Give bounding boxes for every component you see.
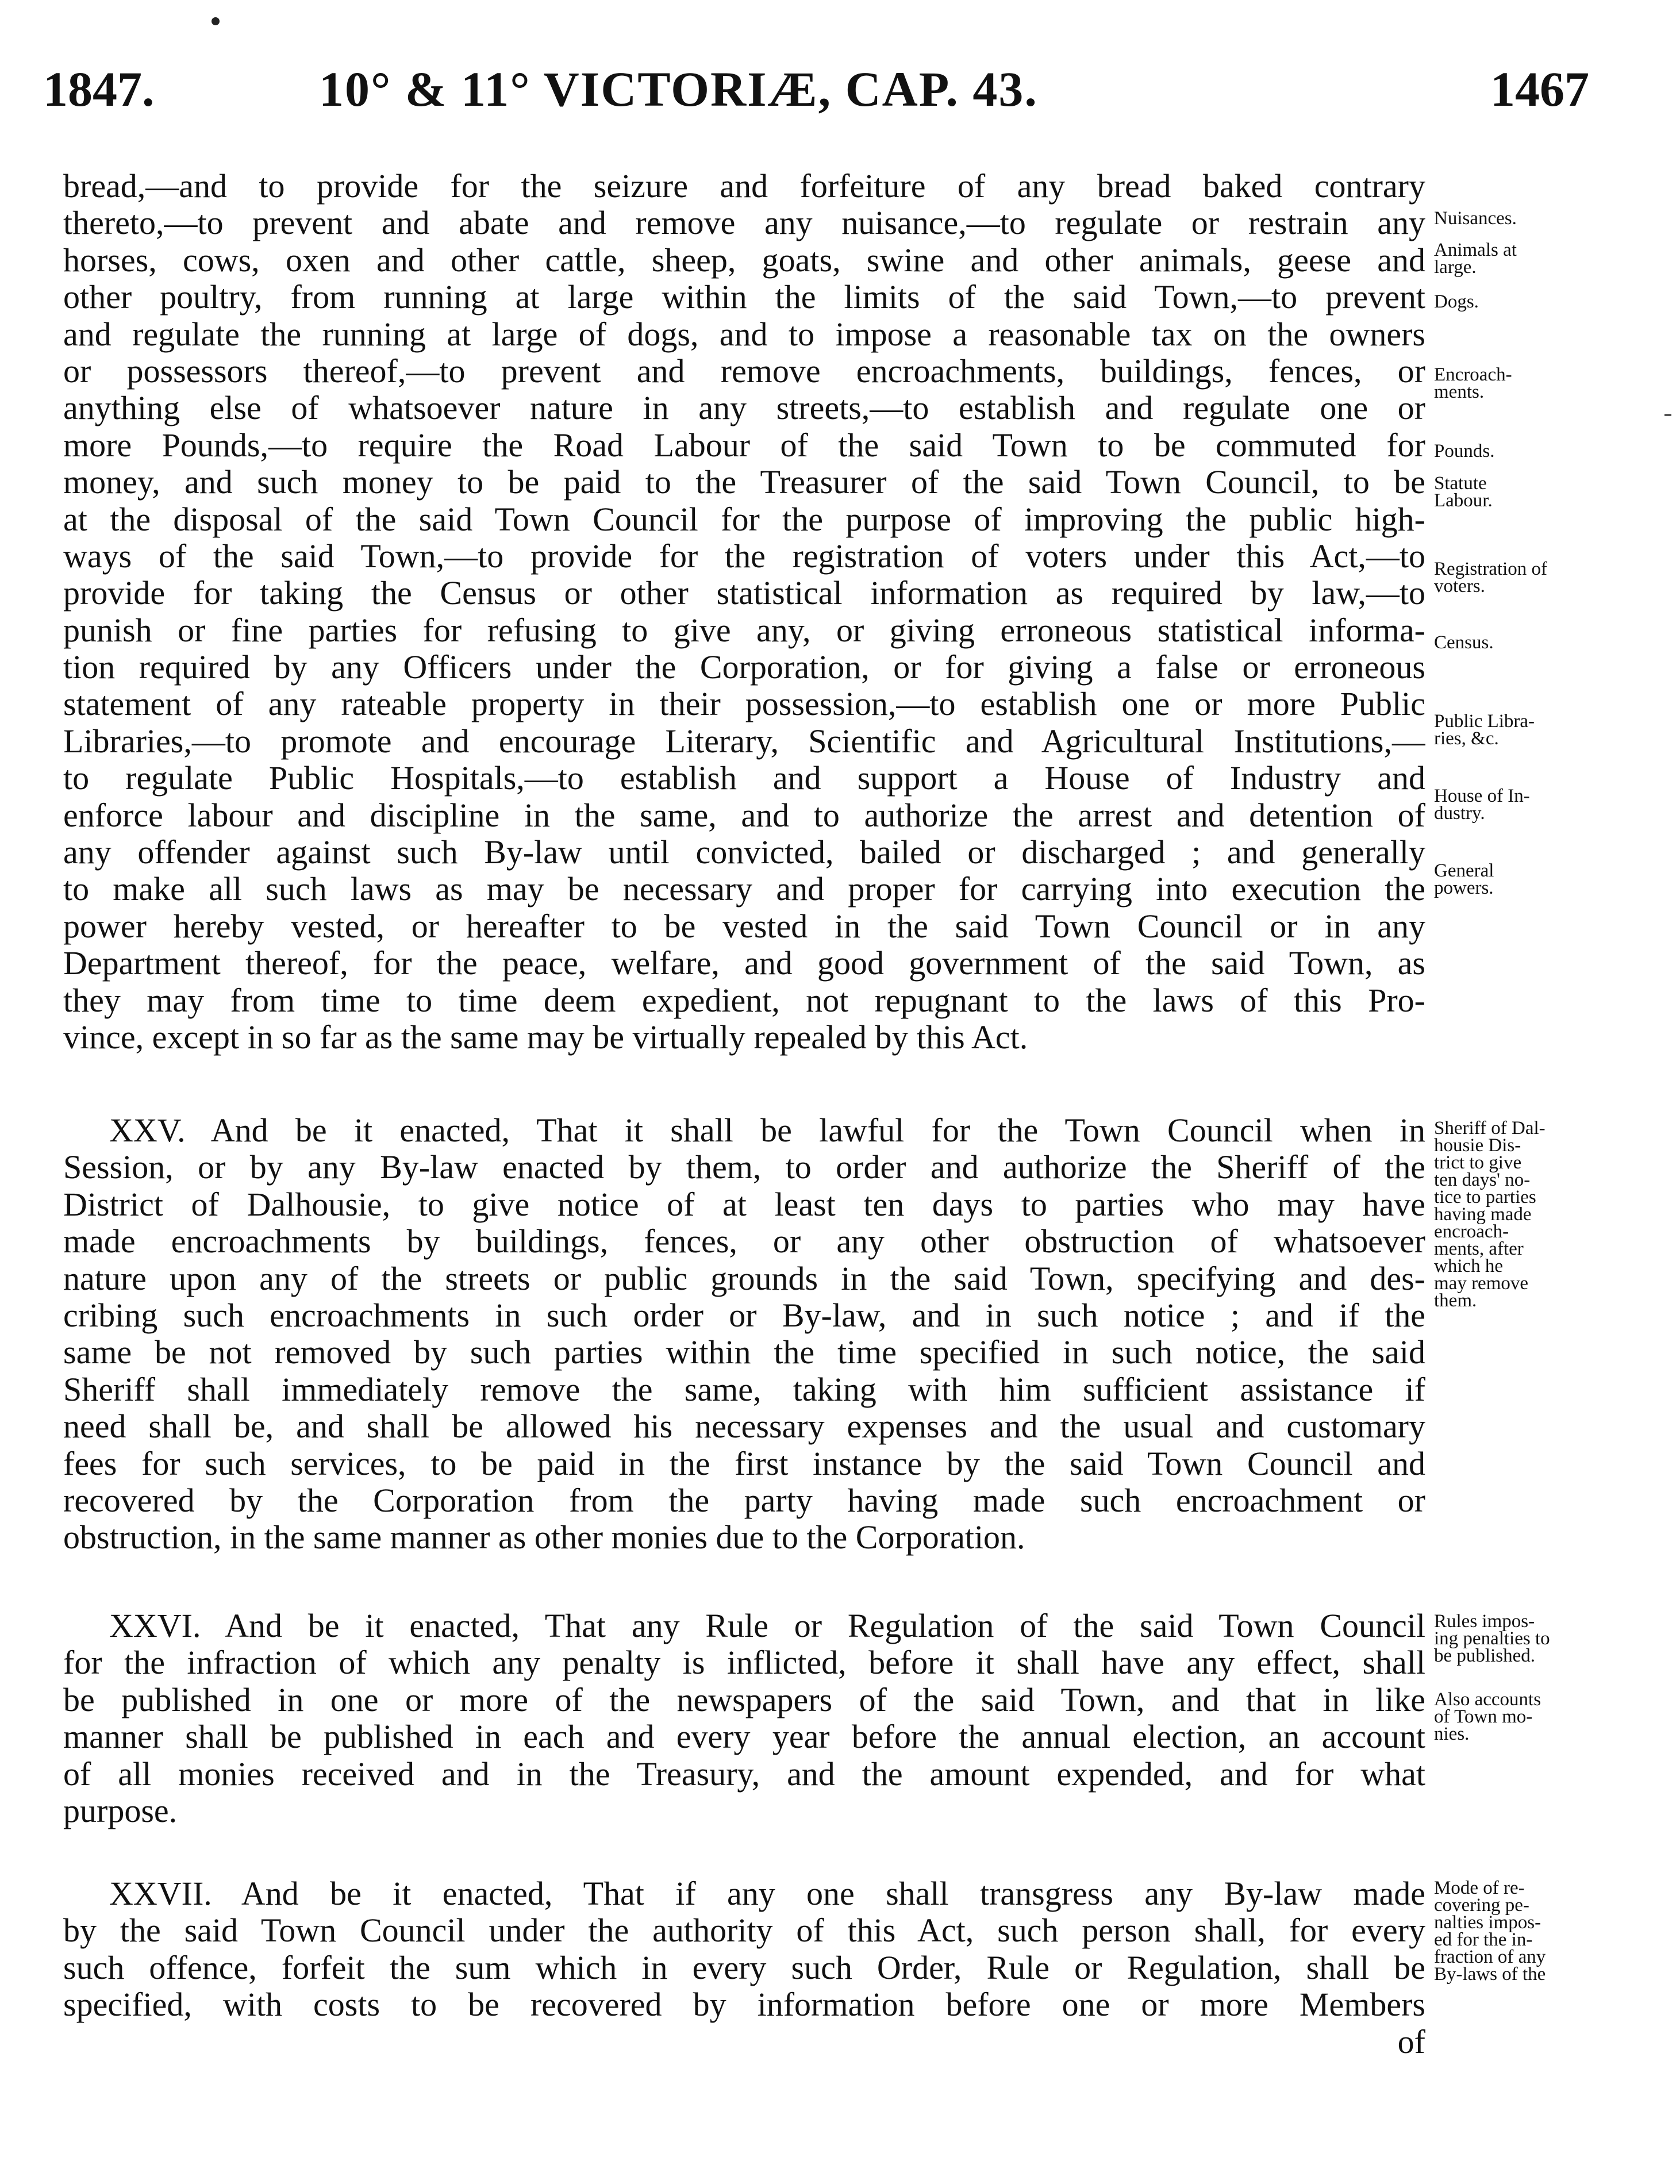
margin-note-encroachments: Encroach- ments. (1434, 364, 1512, 402)
margin-note-census: Census. (1434, 632, 1494, 653)
margin-note-statute-labour: Statute Labour. (1434, 473, 1493, 511)
header-title: 10° & 11° VICTORIÆ, CAP. 43. (319, 61, 1038, 117)
running-header (43, 57, 1589, 121)
margin-note-pounds: Pounds. (1434, 441, 1495, 462)
text-line: cribing such encroachments in such order or By-law, and in such notice ; and if the (63, 1297, 1425, 1334)
text-line: by the said Town Council under the authority of this Act, such person shall, for every (63, 1912, 1425, 1950)
text-line: Department thereof, for the peace, welfare, and good government of the said Town, as (63, 945, 1425, 982)
text-line: to regulate Public Hospitals,—to establish and support a House of Industry and (63, 760, 1425, 797)
text-line: bread,—and to provide for the seizure and forfeiture of any bread baked contrary (63, 168, 1425, 205)
text-line: thereto,—to prevent and abate and remove any nuisance,—to regulate or restrain any (63, 205, 1425, 242)
margin-note-nuisances: Nuisances. (1434, 208, 1517, 229)
text-line: provide for taking the Census or other statistical information as required by law,—to (63, 575, 1425, 612)
text-line: enforce labour and discipline in the same, and to authorize the arrest and detention of (63, 797, 1425, 834)
text-line: obstruction, in the same manner as other monies due to the Corporation. (63, 1519, 1025, 1556)
text-line: recovered by the Corporation from the party having made such encroachment or (63, 1482, 1425, 1519)
margin-note-animals: Animals at large. (1434, 240, 1517, 278)
text-line: or possessors thereof,—to prevent and remove encroachments, buildings, fences, or (63, 352, 1425, 390)
text-line: money, and such money to be paid to the Treasurer of the said Town Council, to be (63, 464, 1425, 501)
text-line: for the infraction of which any penalty is inflicted, before it shall have any effect, shall (63, 1644, 1425, 1682)
text-line: purpose. (63, 1792, 178, 1829)
margin-note-sheriff: Sheriff of Dal- housie Dis- trict to give ten days' no- tice to parties having made encroach- ments, after which he may remove them. (1434, 1118, 1546, 1311)
margin-note-libraries: Public Libra- ries, &c. (1434, 711, 1535, 749)
text-line: such offence, forfeit the sum which in every such Order, Rule or Regulation, shall be (63, 1949, 1425, 1986)
text-line: Libraries,—to promote and encourage Literary, Scientific and Agricultural Institutions,— (63, 722, 1425, 760)
margin-note-house-of-industry: House of In- dustry. (1434, 786, 1530, 824)
margin-note-rules: Rules impos- ing penalties to be published. (1434, 1611, 1550, 1666)
text-line: specified, with costs to be recovered by information before one or more Members (63, 1986, 1425, 2024)
text-line: vince, except in so far as the same may be virtually repealed by this Act. (63, 1018, 1028, 1056)
margin-note-accounts: Also accounts of Town mo- nies. (1434, 1689, 1541, 1744)
text-line: at the disposal of the said Town Council for the purpose of improving the public high- (63, 501, 1425, 538)
text-line: of all monies received and in the Treasury, and the amount expended, and for what (63, 1755, 1425, 1793)
edge-mark (1664, 414, 1671, 416)
text-line: fees for such services, to be paid in the first instance by the said Town Council and (63, 1445, 1425, 1482)
section-first-line: XXVII. And be it enacted, That if any one shall transgress any By-law made (109, 1875, 1425, 1912)
margin-note-registration: Registration of voters. (1434, 559, 1548, 597)
text-line: be published in one or more of the newspapers of the said Town, and that in like (63, 1681, 1425, 1718)
text-line: manner shall be published in each and every year before the annual election, an account (63, 1718, 1425, 1756)
text-line: District of Dalhousie, to give notice of at least ten days to parties who may have (63, 1186, 1425, 1223)
text-line: made encroachments by buildings, fences, or any other obstruction of whatsoever (63, 1223, 1425, 1260)
text-line: to make all such laws as may be necessary and proper for carrying into execution the (63, 871, 1425, 908)
text-line: more Pounds,—to require the Road Labour of the said Town to be commuted for (63, 426, 1425, 464)
header-page-number: 1467 (1490, 61, 1589, 117)
text-line: same be not removed by such parties within the time specified in such notice, the said (63, 1334, 1425, 1371)
text-line: any offender against such By-law until convicted, bailed or discharged ; and generally (63, 834, 1425, 871)
text-line: other poultry, from running at large within the limits of the said Town,—to prevent (63, 279, 1425, 316)
text-line: statement of any rateable property in their possession,—to establish one or more Public (63, 686, 1425, 723)
text-line: punish or fine parties for refusing to give any, or giving erroneous statistical informa- (63, 612, 1425, 649)
paragraph-continued (63, 168, 1425, 1056)
text-line: nature upon any of the streets or public grounds in the said Town, specifying and des- (63, 1260, 1425, 1297)
header-year: 1847. (43, 61, 155, 117)
margin-note-dogs: Dogs. (1434, 291, 1479, 312)
section-xxvi (63, 1608, 1425, 1829)
text-line: anything else of whatsoever nature in any streets,—to establish and regulate one or (63, 390, 1425, 427)
section-xxv (63, 1112, 1425, 1556)
margin-note-general-powers: General powers. (1434, 860, 1494, 898)
text-line: need shall be, and shall be allowed his necessary expenses and the usual and customary (63, 1408, 1425, 1445)
text-line: they may from time to time deem expedient, not repugnant to the laws of this Pro- (63, 982, 1425, 1019)
catchword: of (1397, 2023, 1425, 2060)
text-line: power hereby vested, or hereafter to be vested in the said Town Council or in any (63, 908, 1425, 945)
text-line: and regulate the running at large of dogs, and to impose a reasonable tax on the owners (63, 316, 1425, 353)
text-line: tion required by any Officers under the Corporation, or for giving a false or erroneous (63, 649, 1425, 686)
section-first-line: XXV. And be it enacted, That it shall be lawful for the Town Council when in (109, 1112, 1425, 1149)
text-line: Sheriff shall immediately remove the same, taking with him sufficient assistance if (63, 1371, 1425, 1408)
text-line: ways of the said Town,—to provide for the registration of voters under this Act,—to (63, 537, 1425, 575)
ink-dot-mark (212, 17, 220, 25)
text-line: Session, or by any By-law enacted by them, to order and authorize the Sheriff of the (63, 1149, 1425, 1186)
margin-note-recovering-penalties: Mode of re- covering pe- nalties impos- ed for the in- fraction of any By-laws of the (1434, 1878, 1546, 1985)
text-line: horses, cows, oxen and other cattle, sheep, goats, swine and other animals, geese and (63, 241, 1425, 279)
section-first-line: XXVI. And be it enacted, That any Rule or Regulation of the said Town Council (109, 1608, 1425, 1644)
section-xxvii (63, 1875, 1425, 2060)
